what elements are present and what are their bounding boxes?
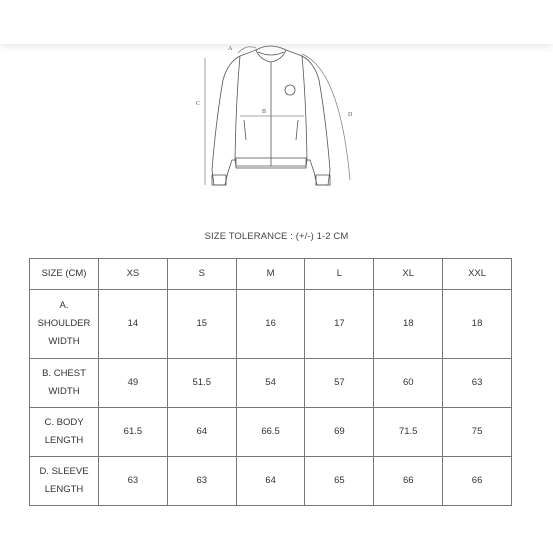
table-cell: 14 — [99, 290, 168, 359]
label-line: WIDTH — [48, 386, 80, 397]
table-cell: 57 — [305, 359, 374, 408]
table-cell: 75 — [443, 408, 512, 457]
table-cell: 17 — [305, 290, 374, 359]
collar-shape — [256, 46, 286, 62]
row-label-sleeve-length — [30, 457, 99, 506]
table-cell: 54 — [236, 359, 305, 408]
table-cell: 63 — [99, 457, 168, 506]
table-cell: 18 — [374, 290, 443, 359]
table-cell: 18 — [443, 290, 512, 359]
table-cell: 69 — [305, 408, 374, 457]
table-cell: 15 — [167, 290, 236, 359]
table-cell: 60 — [374, 359, 443, 408]
header-s: S — [167, 259, 236, 290]
table-cell: 61.5 — [99, 408, 168, 457]
header-xs: XS — [99, 259, 168, 290]
table-cell: 63 — [443, 359, 512, 408]
header-xxl: XXL — [443, 259, 512, 290]
table-cell: 49 — [99, 359, 168, 408]
header-xl: XL — [374, 259, 443, 290]
table-row — [30, 408, 512, 457]
table-row — [30, 457, 512, 506]
table-cell: 66 — [443, 457, 512, 506]
table-cell: 65 — [305, 457, 374, 506]
size-tolerance-note: SIZE TOLERANCE : (+/-) 1-2 CM — [204, 231, 349, 242]
table-row — [30, 290, 512, 359]
header-size-cm: SIZE (CM) — [30, 259, 99, 290]
label-line: D. SLEEVE — [39, 466, 89, 477]
header-l: L — [305, 259, 374, 290]
label-line: A. — [59, 300, 69, 311]
label-line: SHOULDER — [37, 318, 91, 329]
label-d: D — [348, 112, 353, 118]
label-line: WIDTH — [48, 336, 80, 347]
row-label-body-length — [30, 408, 99, 457]
row-label-chest-width — [30, 359, 99, 408]
row-label-shoulder-width — [30, 290, 99, 359]
jacket-diagram — [190, 40, 365, 190]
table-cell: 63 — [167, 457, 236, 506]
header-m: M — [236, 259, 305, 290]
table-cell: 16 — [236, 290, 305, 359]
label-line: C. BODY — [44, 417, 84, 428]
label-line: LENGTH — [44, 435, 84, 446]
label-c: C — [196, 101, 201, 107]
table-cell: 66.5 — [236, 408, 305, 457]
table-cell: 51.5 — [167, 359, 236, 408]
table-cell: 64 — [236, 457, 305, 506]
table-header-row — [30, 259, 512, 290]
label-line: LENGTH — [44, 484, 84, 495]
table-cell: 71.5 — [374, 408, 443, 457]
label-a: A — [228, 46, 233, 52]
label-b: B — [262, 109, 267, 115]
table-cell: 64 — [167, 408, 236, 457]
table-cell: 66 — [374, 457, 443, 506]
size-chart-table — [29, 258, 512, 506]
table-row — [30, 359, 512, 408]
label-line: B. CHEST — [42, 368, 86, 379]
top-header-band — [0, 0, 553, 44]
